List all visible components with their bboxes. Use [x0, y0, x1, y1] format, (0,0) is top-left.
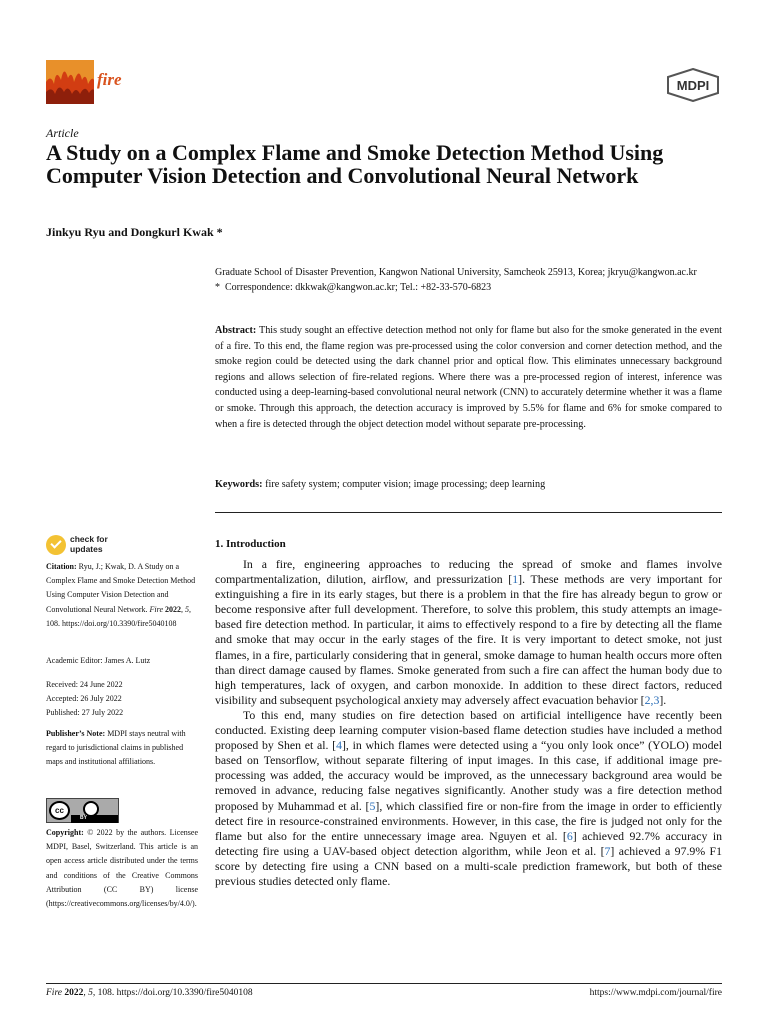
check-updates-text: check for updates: [70, 534, 108, 554]
correspondence: [215, 280, 735, 295]
section-heading: 1. Introduction: [215, 538, 286, 550]
affiliation: Graduate School of Disaster Prevention, Kangwon National University, Samcheok 25913, Korea; jkryu@kangwon.ac.kr: [215, 267, 697, 278]
authors: Jinkyu Ryu and Dongkurl Kwak *: [46, 225, 223, 239]
abstract: [215, 323, 722, 432]
reference-link[interactable]: 7: [604, 843, 611, 858]
cc-by-license-icon[interactable]: [46, 798, 119, 823]
reference-link[interactable]: 6: [566, 828, 573, 843]
footer-divider: [46, 983, 722, 984]
reference-link[interactable]: 4: [336, 738, 342, 753]
by-label: BY: [80, 815, 87, 821]
keywords-label: Keywords:: [215, 479, 263, 490]
received-date: Received: 24 June 2022: [46, 680, 123, 689]
article-type: Article: [46, 126, 79, 140]
check-icon: [46, 535, 66, 555]
reference-link[interactable]: 5: [369, 798, 376, 813]
correspondence-text: Correspondence: dkkwak@kangwon.ac.kr; Tel.: +82-33-570-6823: [225, 282, 492, 293]
keywords: [215, 479, 722, 490]
footer-doi-link[interactable]: , 108. https://doi.org/10.3390/fire5040108: [92, 988, 253, 998]
citation: Citation: Ryu, J.; Kwak, D. A Study on a Complex Flame and Smoke Detection Method Using Computer Vision Detection and Convolutional Neural Network. Fire 2022, 5, 108. https://doi.org/10.3390/fire5040108: [46, 562, 196, 628]
divider: [215, 512, 722, 513]
abstract-text: This study sought an effective detection method not only for flame but also for the smoke generated in the event of a fire. To this end, the flame region was pre-processed using the color conversion and corner detection method, and the smoke region could be detected using the dark channel prior and optical flow. This eliminates unnecessary background regions and allows selection of fire-related regions. Where there was a pre-processed region of interest, inference was conducted using a deep-learning-based convolutional neural network (CNN) to accurately determine whether it was a flame or smoke. Through this approach, the detection accuracy is improved by 5.5% for flame and 6% for smoke compared to when a fire is detected through the object detection model without separate pre-processing.: [215, 325, 722, 430]
body-text: [215, 557, 722, 889]
publisher-note: Publisher’s Note: MDPI stays neutral with regard to jurisdictional claims in published maps and institutional affiliations.: [46, 729, 186, 767]
fire-journal-logo: [46, 60, 94, 104]
citation-label: Citation:: [46, 562, 77, 571]
mdpi-logo-text: MDPI: [676, 78, 710, 93]
abstract-label: Abstract:: [215, 325, 257, 336]
dates: [46, 678, 198, 721]
academic-editor: Academic Editor: James A. Lutz: [46, 656, 151, 665]
page-title: A Study on a Complex Flame and Smoke Detection Method Using Computer Vision Detection and Convolutional Neural Network: [46, 140, 664, 188]
journal-name[interactable]: fire: [97, 70, 122, 89]
keywords-text: fire safety system; computer vision; image processing; deep learning: [265, 479, 546, 490]
published-date: Published: 27 July 2022: [46, 708, 124, 718]
footer-citation: Fire 2022, 5, 108. https://doi.org/10.3390/fire5040108: [46, 988, 253, 998]
accepted-date: Accepted: 26 July 2022: [46, 694, 122, 704]
correspondence-star: *: [215, 282, 220, 293]
journal-url-link[interactable]: https://www.mdpi.com/journal/fire: [589, 988, 722, 998]
cc-icon: cc: [49, 801, 70, 820]
reference-link[interactable]: 1: [512, 572, 519, 587]
citation-doi-link[interactable]: https://doi.org/10.3390/fire5040108: [62, 618, 177, 628]
copyright: Copyright: © 2022 by the authors. Licensee MDPI, Basel, Switzerland. This article is an open access article distributed under the terms and conditions of the Creative Commons Attribution (CC BY) license (https://creativecommons.org/licenses/by/4.0/).: [46, 828, 199, 909]
affiliation-block: [215, 265, 735, 295]
mdpi-logo[interactable]: [666, 68, 720, 102]
check-for-updates-button[interactable]: [46, 533, 126, 557]
reference-link[interactable]: 2,3: [644, 692, 660, 707]
paragraph: In a fire, engineering approaches to reducing the spread of smoke and flames involve compartmentalization, dilution, airflow, and pressurization [1]. These methods are very important for extinguishing a fire in its early stages, but there is a problem in that the fire has already begun to grow or become responsive after full development. Therefore, to solve this problem, this study attempts an image-based fire detection method. In particular, it aims to effectively respond to a fire by detecting all the flame and smoke that may occur in the early stages of the fire. It is very important to detect smoke, not just flames, in a fire, particularly considering that in general, smoke damage to human health occurs more often than direct damage caused by flames. Smoke generated from such a fire can affect the human body due to high temperatures, lack of oxygen, and carbon monoxide. In addition to these direct factors, reduced visibility and subsequent psychological anxiety may adversely affect evacuation behavior [2,3].: [215, 557, 722, 707]
paragraph: To this end, many studies on fire detection based on artificial intelligence have recently been conducted. Existing deep learning computer vision-based flame detection studies have included a method proposed by Shen et al. [4], in which flames were detected using a “you only look once” (YOLO) model based on Tensorflow, without separate filtering of input images. In this case, if additional image pre-processing was added, the accuracy would be improved, as the unnecessary background area would be removed in advance, reducing false negatives significantly. Another study was a fire detection method proposed by Muhammad et al. [5], which classified fire or non-fire from the image in order to efficiently detect fire in resource-constrained environments. However, in this case, the fire is judged not only for the flame but also for the entire unnecessary image area. Nguyen et al. [6] achieved 92.7% accuracy in detecting fire using a UAV-based object detection algorithm, while Jeon et al. [7] achieved a 97.9% F1 score by detecting fire using a CNN based on a multi-scale prediction framework, but both of these previous studies detected only flame.: [215, 707, 723, 888]
